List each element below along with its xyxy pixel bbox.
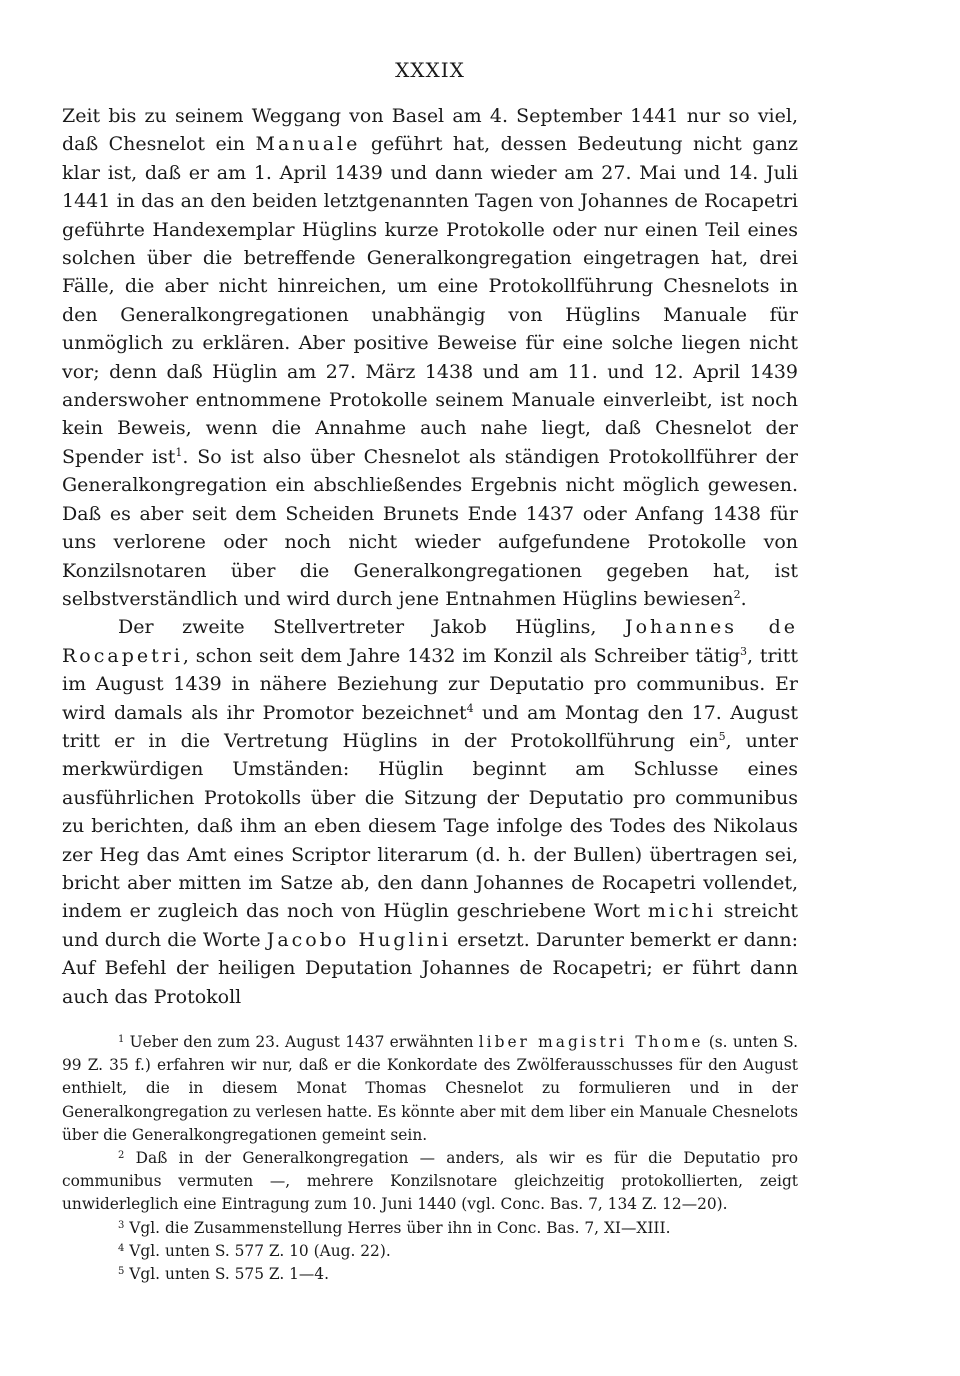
text-run: , unter merkwürdigen Umständen: Hüglin beginnt am Schlusse eines ausführlichen Protokolls über die Sitzung der Deputatio pro communibus zu berichten, daß ihm an eben diesem Tage infolge des Todes des Nikolaus zer Heg das Amt eines Scriptor literarum (d. h. der Bullen) übertragen sei, bricht aber mitten im Satze ab, den dann Johannes de Rocapetri vollendet, indem er zugleich das noch von Hüglin geschriebene Wort (62, 729, 798, 923)
footnotes (62, 1031, 798, 1286)
footnote-ref-1[interactable]: 1 (175, 445, 183, 459)
text-run: Daß in der Generalkongregation — anders, als wir es für die Deputatio pro communibus vermuten —, mehrere Konzilsnotare gleichzeitig protokollierten, zeigt unwiderleglich eine Eintragung zum 10. Juni 1440 (vgl. Conc. Bas. 7, 134 Z. 12—20). (62, 1149, 798, 1214)
footnote-ref-2[interactable]: 2 (733, 587, 741, 601)
footnote-1 (62, 1031, 798, 1147)
footnote-mark: 3 (118, 1219, 125, 1231)
text-run: Vgl. unten S. 577 Z. 10 (Aug. 22). (124, 1241, 391, 1260)
text-run: und am Montag den 17. August tritt er in die Vertretung Hüglins in der Protokollführung ein (62, 701, 798, 752)
footnote-3 (62, 1217, 798, 1240)
footnote-4 (62, 1240, 798, 1263)
emphasis-name: Johannes de Rocapetri (62, 616, 798, 667)
text-run: streicht und durch die Worte (62, 900, 798, 951)
main-text (62, 102, 798, 1011)
paragraph-1 (62, 102, 798, 613)
footnote-ref-5[interactable]: 5 (718, 729, 726, 743)
text-run: (s. unten S. 99 Z. 35 f.) erfahren wir nur, daß er die Konkordate des Zwölferausschusses für den August enthielt, die in diesem Monat Thomas Chesnelot zu formulieren und in der Generalkongregation zu verlesen hatte. Es könnte aber mit dem liber ein Manuale Chesnelots über die Generalkongregationen gemeint sein. (62, 1033, 799, 1144)
footnote-mark: 5 (118, 1266, 125, 1278)
text-run: geführt hat, dessen Bedeutung nicht ganz klar ist, daß er am 1. April 1439 und dann wieder am 27. Mai und 14. Juli 1441 in das an den beiden letztgenannten Tagen von Johannes de Rocapetri geführte Handexemplar Hüglins kurze Protokolle oder nur einen Teil eines solchen über die betreffende Generalkongregation eingetragen hat, drei Fälle, die aber nicht hinreichen, um eine Protokollführung Chesnelots in den Generalkongregationen unabhängig von Hüglins Manuale für unmöglich zu erklären. Aber positive Beweise für eine solche liegen nicht vor; denn daß Hüglin am 27. März 1438 und am 11. und 12. April 1439 anderswoher entnommene Protokolle seinem Manuale einverleibt, ist noch kein Beweis, wenn die Annahme auch nahe liegt, daß Chesnelot der Spender ist (62, 133, 798, 468)
footnote-ref-4[interactable]: 4 (466, 701, 474, 715)
text-run: , tritt im August 1439 in nähere Beziehung zur Deputatio pro communibus. Er wird damals als ihr Promotor bezeichnet (62, 644, 798, 724)
paragraph-2 (62, 613, 798, 1011)
text-run: Zeit bis zu seinem Weggang von Basel am 4. September 1441 nur so viel, daß Chesnelot ein (62, 105, 798, 156)
emphasis-liber: liber magistri Thome (478, 1033, 704, 1051)
page-number: XXXIX (395, 58, 465, 82)
text-run: ersetzt. Darunter bemerkt er dann: Auf Befehl der heiligen Deputation Johannes de Rocapetri; er führt dann auch das Protokoll (62, 928, 798, 1008)
page (62, 56, 798, 1286)
footnote-mark: 1 (118, 1034, 125, 1045)
text-run: . So ist also über Chesnelot als ständigen Protokollführer der Generalkongregation ein abschließendes Ergebnis nicht möglich gewesen. Daß es aber seit dem Scheiden Brunets Ende 1437 oder Anfang 1438 für uns verlorene oder noch nicht wieder aufgefundene Protokolle von Konzilsnotaren über die Generalkongregationen gegeben hat, ist selbstverständlich und wird durch jene Entnahmen Hüglins bewiesen (62, 445, 798, 610)
text-run: , schon seit dem Jahre 1432 im Konzil als Schreiber tätig (182, 644, 741, 667)
emphasis-manuale: Manuale (255, 133, 361, 156)
footnote-2 (62, 1147, 798, 1217)
text-run: . (740, 587, 747, 610)
text-run: Vgl. unten S. 575 Z. 1—4. (124, 1265, 329, 1284)
text-run: Der zweite Stellvertreter Jakob Hüglins, (118, 616, 625, 639)
text-run: Vgl. die Zusammenstellung Herres über ihn in Conc. Bas. 7, XI—XIII. (124, 1218, 671, 1237)
footnote-mark: 2 (118, 1150, 125, 1162)
emphasis-jacobo-huglini: Jacobo Huglini (266, 928, 451, 951)
footnote-5 (62, 1263, 798, 1286)
footnote-ref-3[interactable]: 3 (740, 644, 748, 658)
footnote-mark: 4 (118, 1242, 125, 1254)
emphasis-michi: michi (647, 900, 716, 923)
text-run: Ueber den zum 23. August 1437 erwähnten (124, 1033, 479, 1051)
